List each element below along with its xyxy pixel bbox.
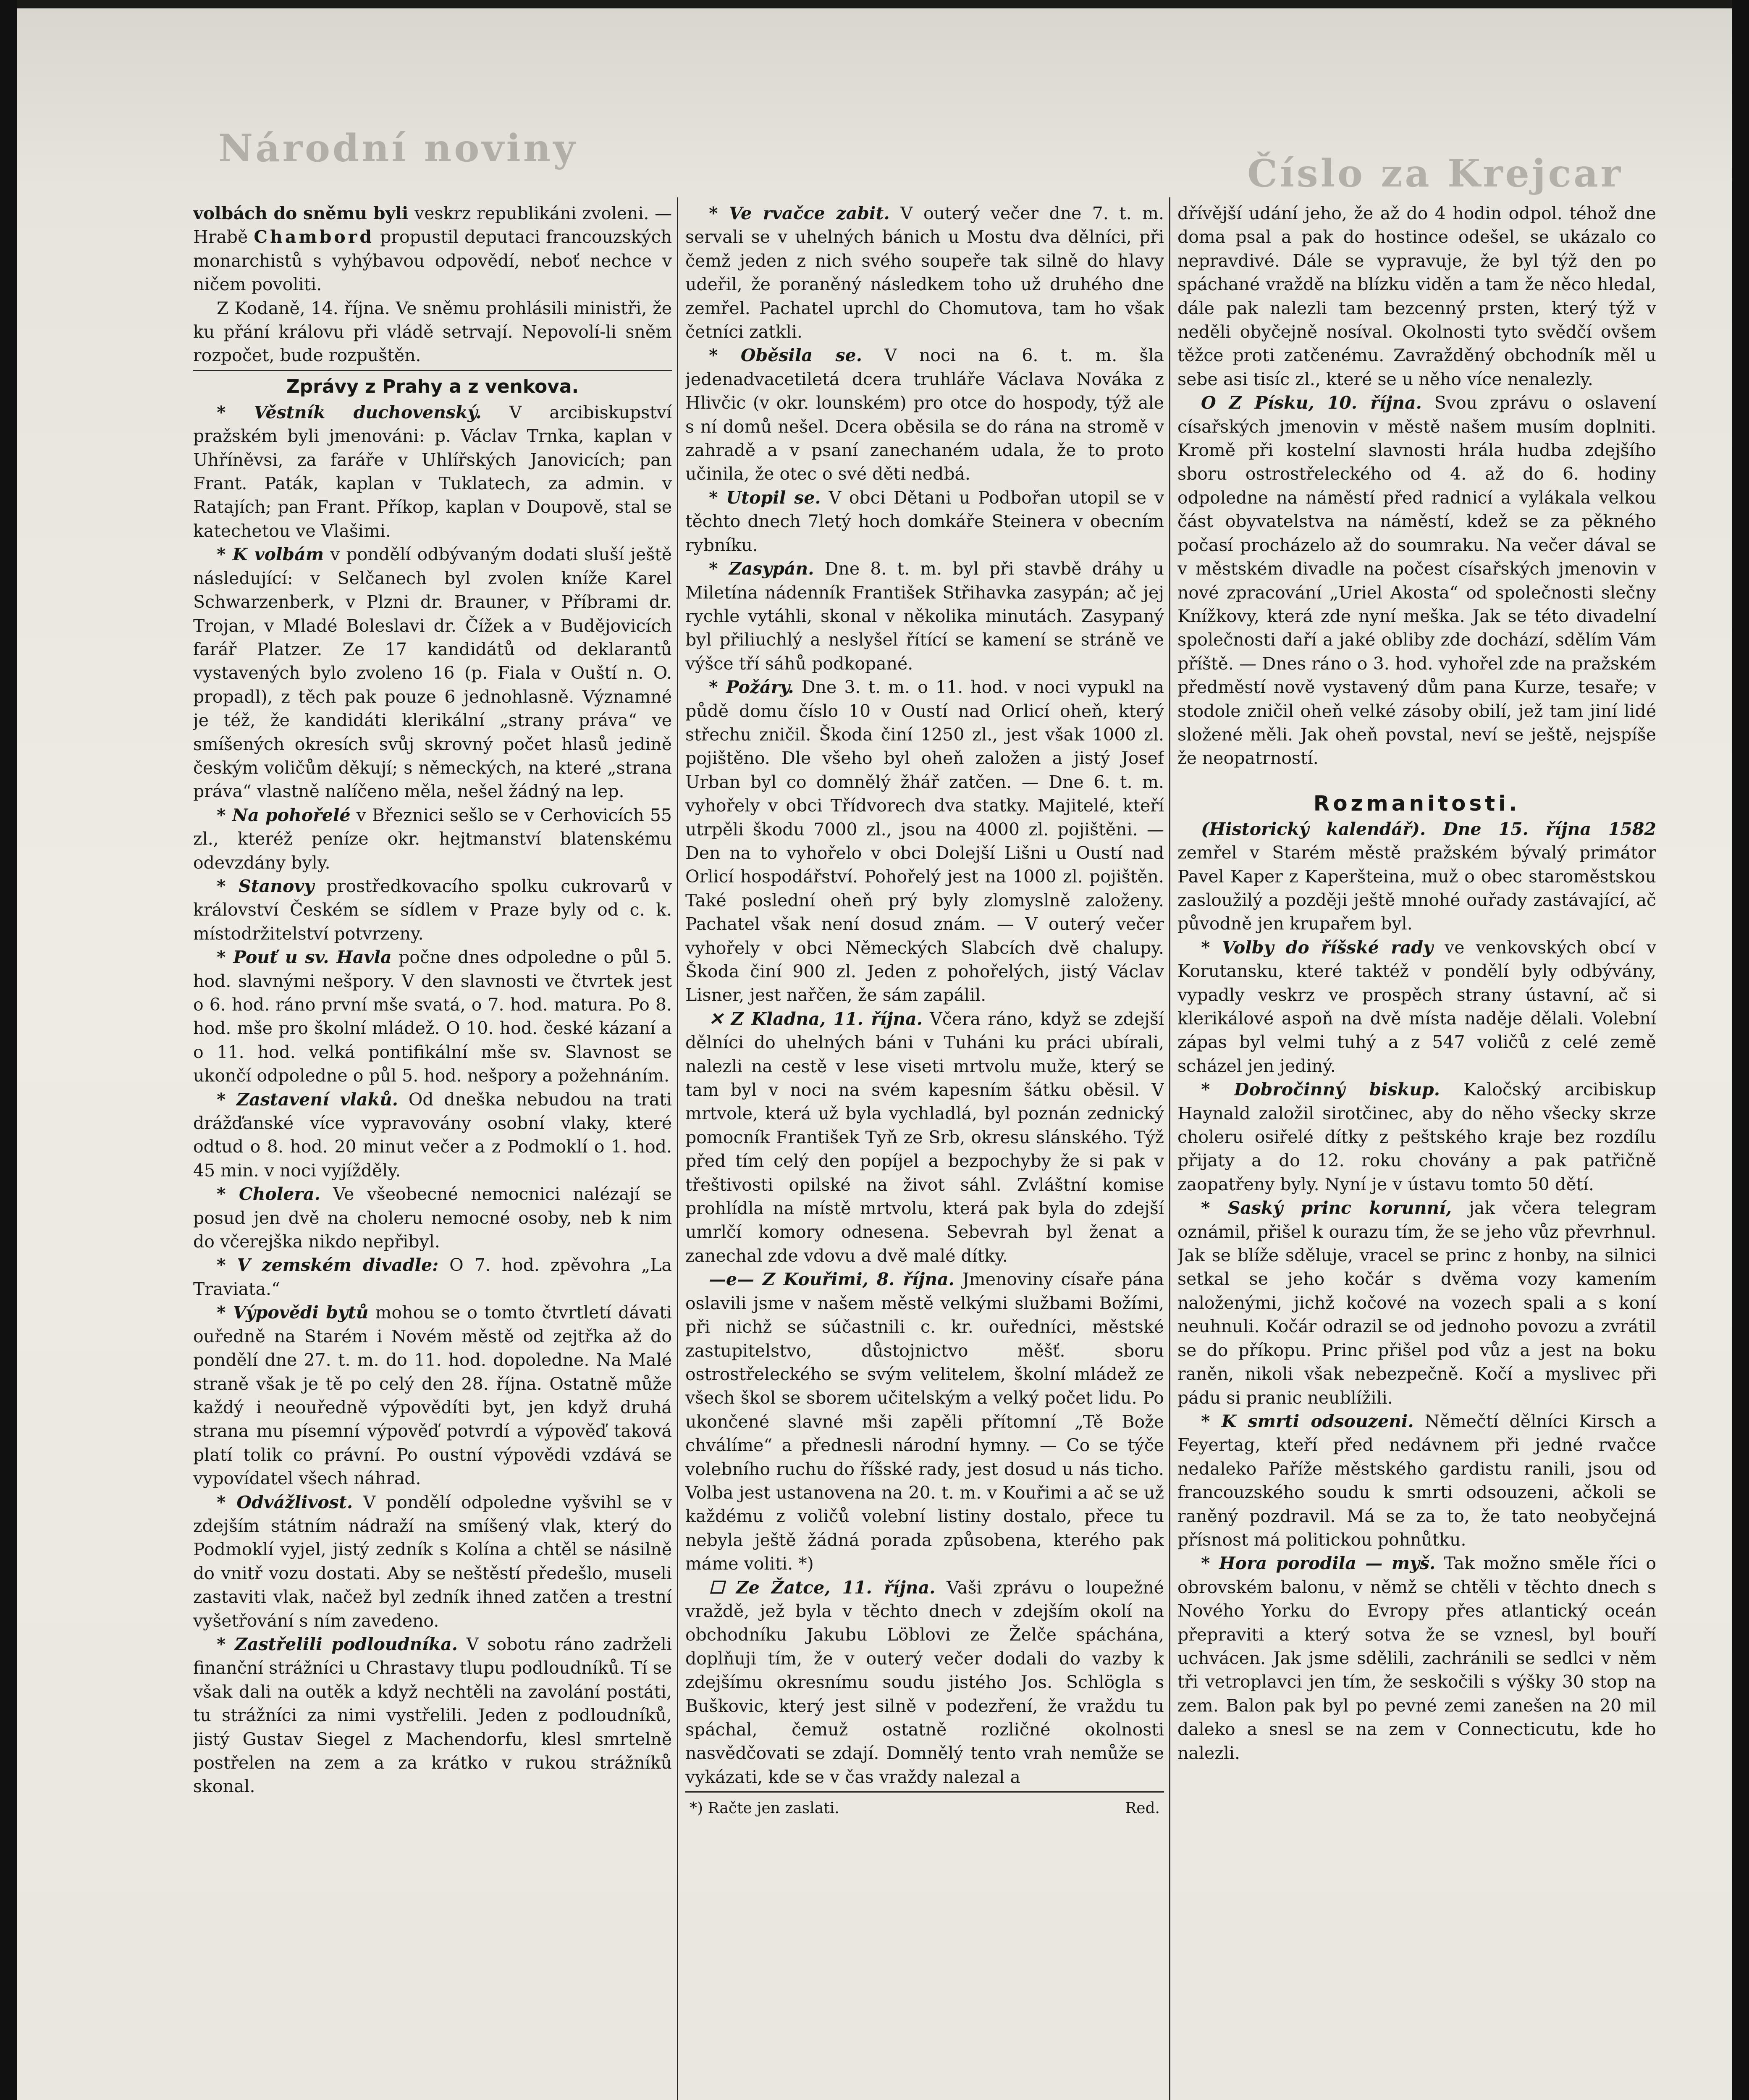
editorial-footnote: *) Račte jen zaslati. Red. <box>690 1800 1160 1817</box>
bleed-through-header <box>17 84 1732 218</box>
article-volbam: * K volbám v pondělí odbývaným dodati sluší ještě následující: v Selčanech byl zvolen kníže Karel Schwarzenberk, v Plzni dr. Brauner, v Příbrami dr. Trojan, v Mladé Boleslavi dr. Čížek a v Budějovicích farář Platzer. Ze 17 kandidátů od deklarantů vystavených bylo zvoleno 16 (p. Fiala v Ouští n. O. propadl), z těch pak pouze 6 jednohlasně. Významné je též, že kandidáti klerikální „strany práva“ ve smíšených okresích svůj skrovný počet hlasů jedině českým voličům děkují; s německých, na které „strana práva“ vlastně nalíčeno měla, nešel žádný na lep. <box>193 544 672 802</box>
article-obesila: * Oběsila se. V noci na 6. t. m. šla jedenadvacetiletá dcera truhláře Václava Nováka z Hlivčic (v okr. lounském) pro otce do hospody, týž ale s ní domů nešel. Dcera oběsila se do rána na stromě v zahradě a v psaní zanechaném udala, že to proto učinila, že otec o své děti nedbá. <box>685 345 1164 484</box>
column-2 <box>685 202 1164 2100</box>
column-rule <box>1169 197 1170 2100</box>
article-kourim: —e— Z Kouřimi, 8. října. Jmenoviny císaře pána oslavili jsme v našem městě velkými službami Božími, při nichž se súčastnili c. kr. ouředníci, městské zastupitelstvo, důstojnictvo měšť. sboru ostrostřeleckého se svým velitelem, školní mládež ze všech škol se sborem učitelským a velký počet lidu. Po ukončené slavné mši zapěli přítomní „Tě Bože chválíme“ a přednesli národní hymny. — Co se týče volebního ruchu do říšské rady, jest dosud u nás ticho. Volba jest ustanovena na 20. t. m. v Kouřimi a ač se už každému z voličů volební listiny dostalo, přece tu nebyla ještě žádná porada způsobena, kterého pak máme voliti. *) <box>685 1269 1164 1574</box>
article-zastrelili: * Zastřelili podloudníka. V sobotu ráno zadrželi finanční strážníci u Chrastavy tlupu podloudníků. Tí se však dali na outěk a když nechtěli na zavolání postáti, tu strážníci za nimi vystřelili. Jeden z podloudníků, jistý Gustav Siegel z Machendorfu, klesl smrtelně postřelen na zem a za krátko v rukou strážníků skonal. <box>193 1634 672 1797</box>
article-vypovedi: * Výpovědi bytů mohou se o tomto čtvrtletí dávati ouředně na Starém i Novém městě od zejtřka až do pondělí dne 27. t. m. do 11. hod. dopoledne. Na Malé straně však je tě po celý den 28. října. Ostatně může každý i neouředně výpovědíti byt, jen když druhá strana mu písemní výpověď potvrdí a výpověď taková platí tolik co právní. Po oustní výpovědi vzdává se vypovídatel všech náhrad. <box>193 1302 672 1489</box>
article-cholera: * Cholera. Ve všeobecné nemocnici nalézají se posud jen dvě na choleru nemocné osoby, neb k nim do včerejška nikdo nepřibyl. <box>193 1184 672 1252</box>
scan-left-edge <box>0 0 17 2100</box>
article-biskup: * Dobročinný biskup. Kaločský arcibiskup Haynald založil sirotčinec, aby do něho všecky skrze choleru osiřelé dítky z peštského kraje bez rozdílu přijaty a do 12. roku chovány a pak patřičně zaopatřeny byly. Nyní je v ústavu tomto 50 dětí. <box>1177 1079 1656 1194</box>
column-rule <box>677 197 678 2100</box>
article-zastaveni: * Zastavení vlaků. Od dneška nebudou na trati drážďanské více vypravovány osobní vlaky, které odtud o 8. hod. 20 minut večer a z Podmoklí o 1. hod. 45 min. v noci vyjížděly. <box>193 1089 672 1181</box>
article-zatec: ☐ Ze Žatce, 11. října. Vaši zprávu o loupežné vraždě, jež byla v těchto dnech v zdejším okolí na obchodníku Jakubu Löblovi ze Želče spáchána, doplňuji tím, že v outerý večer dodali do vazby k zdejšímu okresnímu soudu jistého Jos. Schlögla s Buškovic, který jest silně v podezření, že vraždu tu spáchal, čemuž ostatně rozličné okolnosti nasvědčovati se zdají. Domnělý tento vrah nemůže se vykázati, kde se v čas vraždy nalezal a <box>685 1577 1164 1787</box>
column-3 <box>1177 202 1656 2100</box>
article-rvacka: * Ve rvačce zabit. V outerý večer dne 7. t. m. servali se v uhelných bánich u Mostu dva dělníci, při čemž jeden z nich svého soupeře tak silně do hlavy udeřil, že poraněný následkem toho už druhého dne zemřel. Pachatel uprchl do Chomutova, tam ho však četníci zatkli. <box>685 203 1164 342</box>
article-vestnik: * Věstník duchovenský. V arcibiskupství pražském byli jmenováni: p. Václav Trnka, kaplan v Uhříněvsi, za faráře v Uhlířských Janovicích; pan Frant. Paták, kaplan v Tuklatech, za admin. v Ratajích; pan Frant. Příkop, kaplan v Doupově, stal se katechetou ve Vlašimi. <box>193 402 672 541</box>
section-heading: Zprávy z Prahy a z venkova. <box>286 375 579 397</box>
section-heading-rozmanitosti: Rozmanitosti. <box>1313 791 1521 816</box>
article-pout: * Pouť u sv. Havla počne dnes odpoledne o půl 5. hod. slavnými nešpory. V den slavnosti ve čtvrtek jest o 6. hod. ráno první mše svatá, o 7. hod. matura. Po 8. hod. mše pro školní mládež. O 10. hod. české kázaní a o 11. hod. velká pontifikální mše sv. Slavnost se ukončí odpoledne o půl 5. hod. nešpory a požehnáním. <box>193 947 672 1086</box>
article-zasypan: * Zasypán. Dne 8. t. m. byl při stavbě dráhy u Miletína nádenník František Střihavka zasypán; ač jej rychle vytáhli, skonal v několika minutách. Zasypaný byl přiliuchlý a neslyšel řítící se kamení se stráně ve výšce tří sáhů podkopané. <box>685 559 1164 674</box>
bleed-text-right: Číslo za Krejcar <box>1247 151 1623 196</box>
article-historicky-kalendar: (Historický kalendář). Dne 15. října 1582 zemřel v Starém městě pražském bývalý primátor Pavel Kaper z Kaperšteina, muž o obec staroměstskou zasloužilý a později ještě mnohé ouřady zastávající, ač původně jen krupařem byl. <box>1177 819 1656 934</box>
article-odvazlivost: * Odvážlivost. V pondělí odpoledne vyšvihl se v zdejším státním nádraží na smíšený vlak, který do Podmoklí vyjel, jistý zedník s Kolína a chtěl se násilně do vnitř vozu dostati. Aby se neštěstí předešlo, museli zastaviti vlak, načež byl zedník ihned zatčen a trestní vyšetřování s ním zavedeno. <box>193 1492 672 1631</box>
article-kladno: ✕ Z Kladna, 11. října. Včera ráno, když se zdejší dělníci do uhelných báni v Tuháni ku práci ubírali, nalezli na cestě v lese viseti mrtvolu muže, který se tam byl v noci na svém kapesním šátku oběsil. V mrtvole, která už byla vychladlá, byl poznán zednický pomocník František Tyň ze Srb, okresu slánského. Týž před tím celý den popíjel a bezpochyby že si pak v třeštivosti opilské na život sáhl. Zvláštní komise prohlídla na místě mrtvolu, která pak byla do zdejší umrlčí komory odnesena. Sebevrah byl ženat a zanechal zde vdovu a dvě malé dítky. <box>685 1008 1164 1266</box>
article-pohorele: * Na pohořelé v Březnici sešlo se v Cerhovicích 55 zl., kteréž peníze okr. hejtmanství blatenskému odevzdány byly. <box>193 805 672 873</box>
article-pozary: * Požáry. Dne 3. t. m. o 11. hod. v noci vypukl na půdě domu číslo 10 v Oustí nad Orlicí oheň, který střechu zničil. Škoda činí 1250 zl., jest však 1000 zl. pojištěno. Dle všeho byl oheň založen a jistý Josef Urban byl co domnělý žhář zatčen. — Dne 6. t. m. vyhořely v obci Třídvorech dva statky. Majitelé, kteří utrpěli škodu 7000 zl., jsou na 4000 zl. pojištěni. — Den na to vyhořelo v obci Dolejší Lišni u Oustí nad Orlicí hospodářství. Pohořelý jest na 1000 zl. pojištěn. Také poslední oheň prý byly zlomyslně založeny. Pachatel však není dosud znám. — V outerý večer vyhořely v obci Německých Slabcích dvě chalupy. Škoda činí 900 zl. Jeden z pohořelých, jistý Václav Lisner, jest nařčen, že sám zapálil. <box>685 677 1164 1005</box>
article-volby-korutany: * Volby do říšské rady ve venkovských obcí v Korutansku, které taktéž v pondělí byly odbývány, vypadly veskrz ve prospěch strany ústavní, ač si klerikálové aspoň na dvě místa naděje dělali. Volební zápas byl velmi tuhý a z 547 voličů z celé země scházel jen jediný. <box>1177 937 1656 1076</box>
article-utopil: * Utopil se. V obci Dětani u Podbořan utopil se v těchto dnech 7letý hoch domkáře Steinera v obecním rybníku. <box>685 487 1164 555</box>
article-balon: * Hora porodila — myš. Tak možno směle říci o obrovském balonu, v němž se chtěli v těchto dnech s Nového Yorku do Evropy přes atlantický oceán přepraviti a který sotva že se vznesl, byl bouří uchvácen. Jak jsme sdělili, zachránili se sedlci v něm tři vetroplavci jen tím, že seskočili s výšky 30 stop na zem. Balon pak byl po pevné zemi zanešen na 20 mil daleko a snesl se na zem v Connecticutu, kde ho nalezli. <box>1177 1553 1656 1763</box>
bleed-text-left: Národní noviny <box>218 126 578 171</box>
article-kodan: Z Kodaně, 14. října. Ve sněmu prohlásili ministři, že ku přání královu při vládě setrvají. Nepovolí-li sněm rozpočet, bude rozpuštěn. <box>193 298 672 366</box>
article-volby-francie: volbách do sněmu byli veskrz republikáni zvoleni. — Hrabě Chambord propustil deputaci francouzských monarchistů s vyhýbavou odpovědí, neboť nechce v ničem povoliti. <box>193 203 672 295</box>
article-divadlo: * V zemském divadle: O 7. hod. zpěvohra „La Traviata.“ <box>193 1255 672 1299</box>
divider <box>193 370 672 371</box>
scan-right-edge <box>1732 0 1749 2100</box>
article-stanovy: * Stanovy prostředkovacího spolku cukrovarů v království Českém se sídlem v Praze byly od c. k. místodržitelství potvrzeny. <box>193 876 672 944</box>
column-1 <box>193 202 672 2100</box>
article-pisek: O Z Písku, 10. října. Svou zprávu o oslavení císařských jmenovin v městě našem musím doplniti. Kromě při kostelní slavnosti hrála hudba zdejšího sboru ostrostřeleckého od 4. až do 6. hodiny odpoledne na náměstí před radnicí a vylákala velkou část obyvatelstva na náměstí, kdež se za pěkného počasí procházelo až do soumraku. Na večer dával se v městském divadle na počest císařských jmenovin v nové zpracování „Uriel Akosta“ od společnosti slečny Knížkovy, která zde nyní meška. Jak se této divadelní společnosti daří a jaké obliby zde dochází, sdělím Vám příště. — Dnes ráno o 3. hod. vyhořel zde na pražském předměstí nově vystavený dům pana Kurze, tesaře; v stodole zničil oheň velké zásoby obilí, jež tam jiní lidé složené měli. Jak oheň povstal, neví se ještě, nejspíše že neopatrností. <box>1177 393 1656 769</box>
divider <box>685 1791 1164 1793</box>
article-princ: * Saský princ korunní, jak včera telegram oznámil, přišel k ourazu tím, že se jeho vůz převrhnul. Jak se blíže sděluje, vracel se princ z honby, na silnici setkal se jeho kočár s dvěma vozy kamením naloženými, jichž kočové na vozech spali a s koní neuhnuli. Kočár odrazil se od jednoho povozu a zvrátil se do příkopu. Princ přišel pod vůz a jest na boku raněn, nikoli však nebezpečně. Kočí a myslivec při pádu si pranic neublížili. <box>1177 1198 1656 1408</box>
article-odsouzeni: * K smrti odsouzeni. Němečtí dělníci Kirsch a Feyertag, kteří před nedávnem při jedné rvačce nedaleko Paříže městského gardistu ranili, jsou od francouzského soudu k smrti odsouzeni, ačkoli se raněný pozdravil. Má se za to, že tato neobyčejná přísnost má politickou pohnůtku. <box>1177 1411 1656 1550</box>
article-zatec-cont: dřívější udání jeho, že až do 4 hodin odpol. téhož dne doma psal a pak do hostince odešel, se ukázalo co nepravdivé. Dále se vypravuje, že byl týž den po spáchané vraždě na blízku viděn a tam že něco hledal, dále pak nalezli tam bezcenný prsten, který týž v neděli obyčejně nosíval. Okolnosti tyto svědčí ovšem těžce proti zatčenému. Zavražděný obchodník měl u sebe asi tisíc zl., které se u něho více nenalezly. <box>1177 203 1656 389</box>
